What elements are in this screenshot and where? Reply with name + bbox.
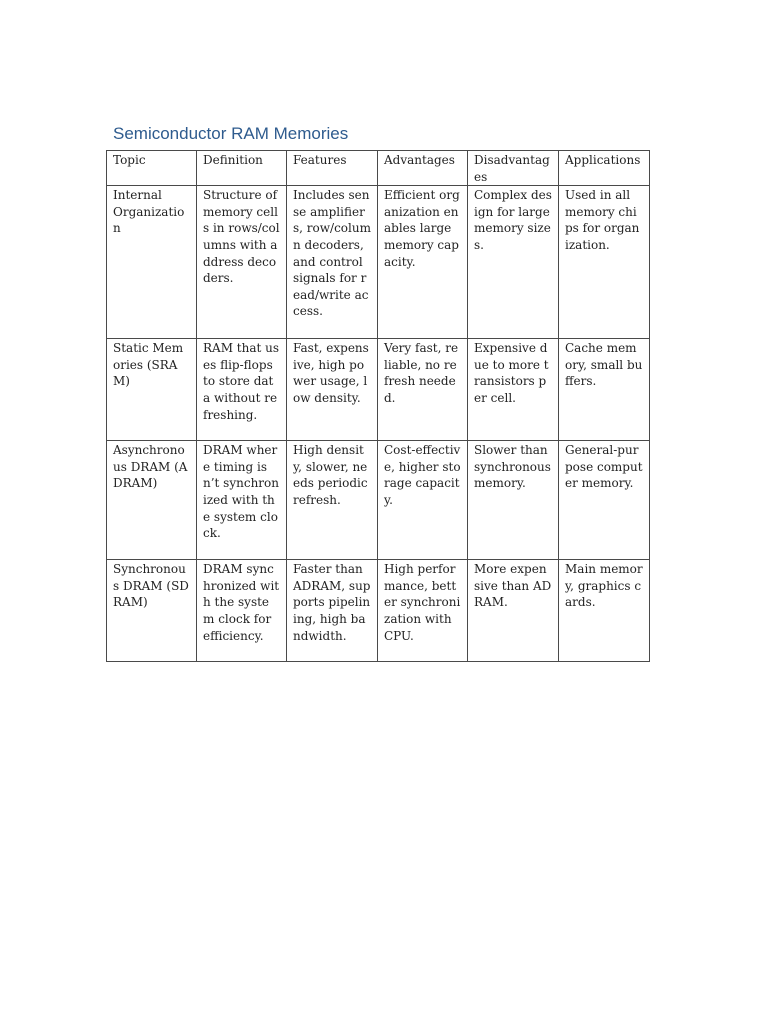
cell-features: Fast, expensive, high power usage, low density. xyxy=(287,339,378,441)
cell-applications: Used in all memory chips for organization. xyxy=(559,186,650,339)
cell-definition: Structure of memory cells in rows/columns with address decoders. xyxy=(197,186,287,339)
cell-applications: General-purpose computer memory. xyxy=(559,441,650,560)
cell-features: Includes sense amplifiers, row/column decoders, and control signals for read/write access. xyxy=(287,186,378,339)
cell-features: Faster than ADRAM, supports pipelining, high bandwidth. xyxy=(287,560,378,662)
cell-disadvantages: Slower than synchronous memory. xyxy=(468,441,559,560)
cell-disadvantages: Expensive due to more transistors per cell. xyxy=(468,339,559,441)
cell-topic: Synchronous DRAM (SDRAM) xyxy=(107,560,197,662)
cell-advantages: Efficient organization enables large memory capacity. xyxy=(378,186,468,339)
cell-disadvantages: Complex design for large memory sizes. xyxy=(468,186,559,339)
cell-topic: Asynchronous DRAM (ADRAM) xyxy=(107,441,197,560)
cell-advantages: High performance, better synchronization with CPU. xyxy=(378,560,468,662)
table-row xyxy=(107,560,650,662)
table-header-row xyxy=(107,151,650,186)
cell-advantages: Cost-effective, higher storage capacity. xyxy=(378,441,468,560)
ram-comparison-table xyxy=(106,150,650,662)
cell-advantages: Very fast, reliable, no refresh needed. xyxy=(378,339,468,441)
header-cell-definition: Definition xyxy=(197,151,287,186)
cell-topic: Internal Organization xyxy=(107,186,197,339)
cell-topic: Static Memories (SRAM) xyxy=(107,339,197,441)
cell-features: High density, slower, needs periodic refresh. xyxy=(287,441,378,560)
header-cell-applications: Applications xyxy=(559,151,650,186)
header-cell-features: Features xyxy=(287,151,378,186)
cell-disadvantages: More expensive than ADRAM. xyxy=(468,560,559,662)
cell-definition: RAM that uses flip-flops to store data without refreshing. xyxy=(197,339,287,441)
table-row xyxy=(107,339,650,441)
document-heading: Semiconductor RAM Memories xyxy=(113,124,349,143)
cell-definition: DRAM synchronized with the system clock for efficiency. xyxy=(197,560,287,662)
header-cell-disadvantages: Disadvantages xyxy=(468,151,559,186)
cell-definition: DRAM where timing isn’t synchronized with the system clock. xyxy=(197,441,287,560)
cell-applications: Cache memory, small buffers. xyxy=(559,339,650,441)
table-row xyxy=(107,186,650,339)
header-cell-topic: Topic xyxy=(107,151,197,186)
header-cell-advantages: Advantages xyxy=(378,151,468,186)
cell-applications: Main memory, graphics cards. xyxy=(559,560,650,662)
table-row xyxy=(107,441,650,560)
